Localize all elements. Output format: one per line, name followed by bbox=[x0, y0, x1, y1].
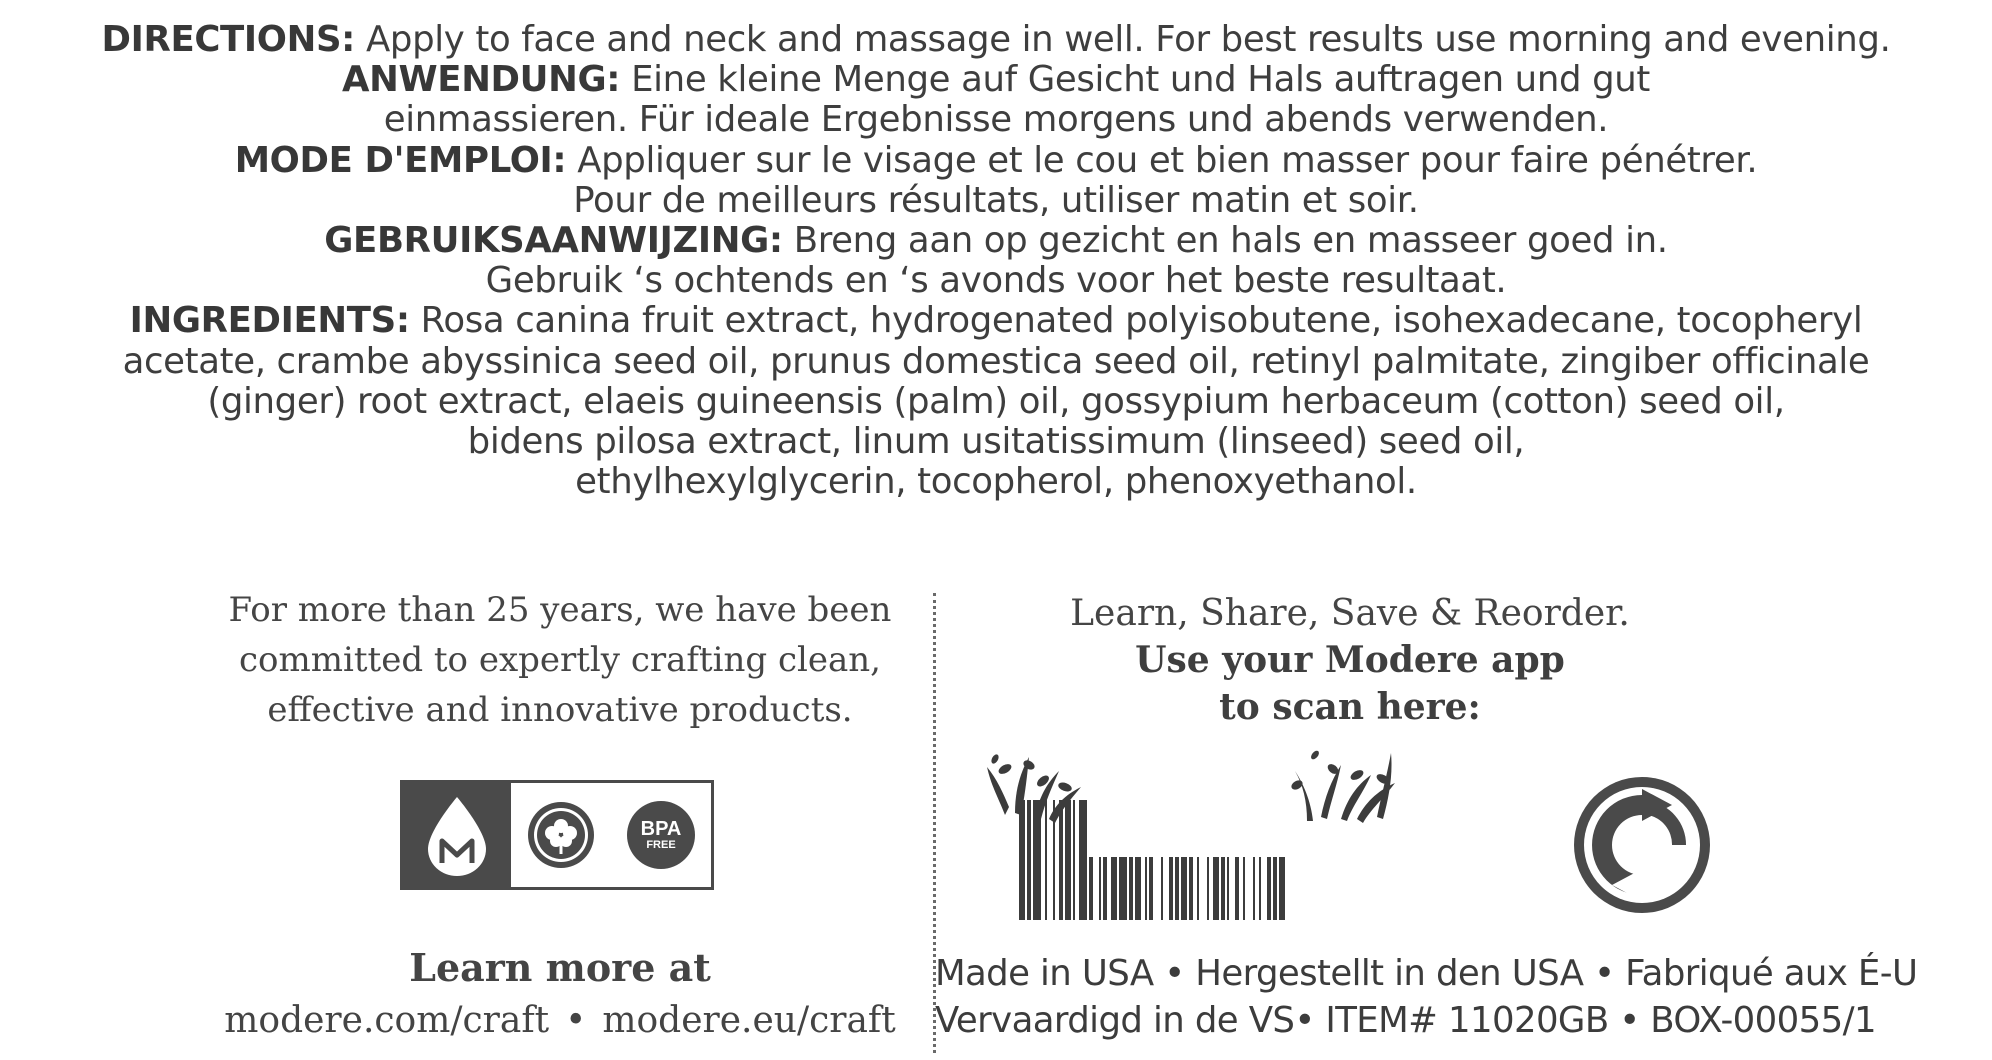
commitment-line: effective and innovative products. bbox=[267, 690, 853, 730]
barcode-bar bbox=[1103, 857, 1107, 920]
commitment-line: For more than 25 years, we have been bbox=[228, 590, 892, 630]
app-line-2: Use your Modere app bbox=[1135, 639, 1565, 681]
barcode-bar bbox=[1073, 800, 1075, 920]
learn-more-title: Learn more at bbox=[409, 945, 711, 990]
cotton-icon bbox=[511, 783, 611, 887]
ingredients-line-5: ethylhexylglycerin, tocopherol, phenoxyethanol. bbox=[575, 461, 1417, 503]
barcode-bar bbox=[1111, 857, 1117, 920]
modere-m-drop-icon bbox=[403, 783, 511, 887]
barcode-bar bbox=[1145, 857, 1147, 920]
barcode-bar bbox=[1089, 857, 1093, 920]
ingredients-line-3: (ginger) root extract, elaeis guineensis (palm) oil, gossypium herbaceum (cotton) seed oil, bbox=[207, 380, 1785, 422]
barcode-bar bbox=[1129, 857, 1133, 920]
link-separator: • bbox=[565, 1000, 587, 1041]
directions-fr-cont: Pour de meilleurs résultats, utiliser matin et soir. bbox=[573, 179, 1419, 221]
barcode-bar bbox=[1175, 857, 1179, 920]
barcode-bar bbox=[1161, 857, 1163, 920]
barcode-bar bbox=[1227, 857, 1229, 920]
bpa-free-icon bbox=[611, 783, 711, 887]
ingredients-line-4: bidens pilosa extract, linum usitatissimum (linseed) seed oil, bbox=[467, 421, 1525, 463]
modere-eu-link: modere.eu/craft bbox=[602, 1000, 896, 1041]
barcode-bar bbox=[1065, 800, 1071, 920]
badge-strip bbox=[400, 780, 714, 890]
bpa-free-badge: BPA FREE bbox=[627, 801, 695, 869]
barcode-bar bbox=[1207, 857, 1209, 920]
barcode-bar bbox=[1221, 857, 1225, 920]
green-dot-recycle-icon bbox=[1572, 775, 1712, 915]
barcode-bar bbox=[1019, 800, 1025, 920]
modere-com-link: modere.com/craft bbox=[224, 1000, 550, 1041]
ingredients-line-1: INGREDIENTS: Rosa canina fruit extract, hydrogenated polyisobutene, isohexadecane, tocopheryl bbox=[129, 300, 1863, 342]
origin-line-2: Vervaardigd in de VS• ITEM# 11020GB • BOX-00055/1 bbox=[935, 1000, 1876, 1041]
learn-more-links bbox=[175, 998, 945, 1044]
barcode-bar bbox=[1119, 857, 1127, 920]
commitment-line: committed to expertly crafting clean, bbox=[239, 640, 881, 680]
directions-nl: GEBRUIKSAANWIJZING: Breng aan op gezicht en hals en masseer goed in. bbox=[324, 220, 1668, 262]
barcode-bar bbox=[1099, 857, 1101, 920]
barcode-bar bbox=[1045, 800, 1047, 920]
barcode-bar bbox=[1279, 857, 1285, 920]
directions-de: ANWENDUNG: Eine kleine Menge auf Gesicht und Hals auftragen und gut bbox=[342, 59, 1650, 101]
directions-nl-cont: Gebruik ‘s ochtends en ‘s avonds voor het beste resultaat. bbox=[485, 260, 1507, 302]
app-line-1: Learn, Share, Save & Reorder. bbox=[1070, 593, 1630, 634]
barcode-bar bbox=[1213, 857, 1219, 920]
directions-en: DIRECTIONS: Apply to face and neck and massage in well. For best results use morning and evening. bbox=[101, 19, 1891, 60]
barcode-bar bbox=[1235, 857, 1239, 920]
barcode-bar bbox=[1181, 857, 1187, 920]
barcode-bar bbox=[1273, 857, 1277, 920]
barcode-icon bbox=[985, 745, 1425, 925]
barcode-bar bbox=[1259, 857, 1261, 920]
origin-line-1: Made in USA • Hergestellt in den USA • Fabriqué aux É-U bbox=[935, 953, 1918, 994]
app-scan-prompt bbox=[960, 590, 1740, 731]
barcode-bar bbox=[1027, 800, 1031, 920]
barcode-bar bbox=[1267, 857, 1271, 920]
app-line-3: to scan here: bbox=[1219, 686, 1481, 728]
barcode-bar bbox=[1253, 857, 1255, 920]
barcode-bar bbox=[1243, 857, 1245, 920]
ingredients-line-2: acetate, crambe abyssinica seed oil, prunus domestica seed oil, retinyl palmitate, zingiber officinale bbox=[122, 340, 1870, 382]
commitment-statement bbox=[175, 585, 945, 735]
origin-statement bbox=[935, 950, 1918, 1044]
directions-block bbox=[0, 20, 1992, 502]
barcode-bar bbox=[1079, 800, 1087, 920]
barcode-bar bbox=[1059, 800, 1063, 920]
barcode-bar bbox=[1197, 857, 1199, 920]
directions-fr: MODE D'EMPLOI: Appliquer sur le visage et le cou et bien masser pour faire pénétrer. bbox=[234, 139, 1758, 181]
directions-de-cont: einmassieren. Für ideale Ergebnisse morgens und abends verwenden. bbox=[383, 99, 1609, 141]
barcode-bar bbox=[1189, 857, 1193, 920]
barcode-bar bbox=[1149, 857, 1153, 920]
barcode-bar bbox=[1135, 857, 1141, 920]
barcode-bar bbox=[1169, 857, 1173, 920]
